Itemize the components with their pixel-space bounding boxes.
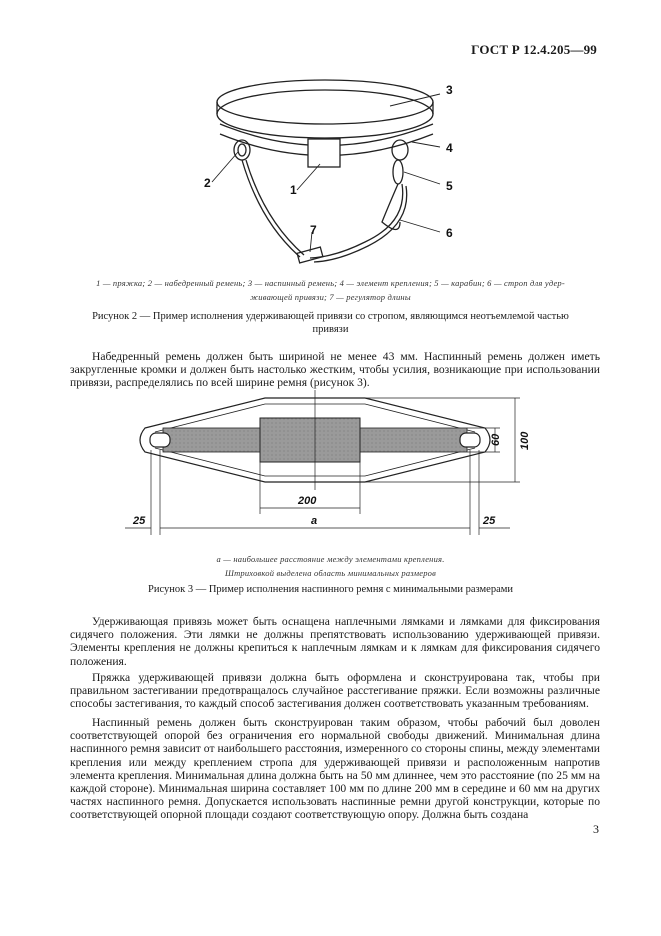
- callout-6: 6: [446, 226, 453, 240]
- figure-3-legend: [70, 552, 591, 580]
- paragraph-buckle: Пряжка удерживающей привязи должна быть оформлена и сконструирована так, чтобы при правильном застегивании предотвращалось случайное расстегивание пряжки. Если возможны различные способы застегивания, то каждый способ застегивания должен соответствовать указанным требованиям.: [70, 671, 600, 711]
- callout-4: 4: [446, 141, 453, 155]
- dimension-200: 200: [298, 495, 317, 507]
- paragraph-belt-width: Набедренный ремень должен быть шириной не менее 43 мм. Наспинный ремень должен иметь закругленные кромки и должен быть настолько жестким, чтобы усилия, возникающие при использовании привязи, распределялись по всей ширине ремня (рисунок 3).: [70, 350, 600, 390]
- figure-2-legend-line-1: 1 — пряжка; 2 — набедренный ремень; 3 — наспинный ремень; 4 — элемент крепления; 5 — карабин; 6 — строп для удер-: [96, 278, 565, 288]
- figure-2-harness-drawing: [150, 72, 510, 277]
- paragraph-back-belt: Наспинный ремень должен быть сконструирован таким образом, чтобы рабочий был доволен соответствующей опорой без ограничения его нормальной свободы движений. Минимальная длина наспинного ремня зависит от наибольшего расстояния, измеренного со стороны спины, между элементами крепления или между креплением стропа для удерживающей привязи и расположенным напротив элемента крепления. Минимальная длина должна быть на 50 мм длиннее, чем это расстояние (по 25 мм на каждой стороне). Минимальная ширина составляет 100 мм по длине 200 мм в середине и 60 мм на других частях наспинного ремня. Допускается использовать наспинные ремни другой конструкции, которые по соответствующей опорной площади создают соответствующую опору. Должна быть создана: [70, 716, 600, 822]
- dimension-25-left: 25: [133, 515, 146, 527]
- figure-2-caption-line-2: привязи: [312, 324, 349, 335]
- figure-2-caption: [70, 310, 591, 336]
- figure-3-caption: Рисунок 3 — Пример исполнения наспинного ремня с минимальными размерами: [148, 584, 513, 595]
- paragraph-shoulder-straps: Удерживающая привязь может быть оснащена наплечными лямками и лямками для фиксирования сидячего положения. Эти лямки не должны препятствовать использованию удерживающей привязи. Элементы крепления не должны крепиться к наплечным лямкам и к лямкам для фиксирования сидячего положения.: [70, 615, 600, 668]
- callout-5: 5: [446, 179, 453, 193]
- document-header: ГОСТ Р 12.4.205—99: [471, 42, 597, 57]
- callout-1: 1: [290, 183, 297, 197]
- figure-2-legend: [70, 276, 591, 304]
- dimension-60: 60: [490, 433, 502, 446]
- figure-3-back-belt-drawing: [115, 390, 535, 540]
- dimension-100: 100: [519, 431, 531, 450]
- callout-3: 3: [446, 83, 453, 97]
- figure-2-legend-line-2: живающей привязи; 7 — регулятор длины: [250, 292, 411, 302]
- figure-3-legend-line-1: a — наибольшее расстояние между элементами крепления.: [216, 554, 445, 564]
- callout-7: 7: [310, 223, 317, 237]
- figure-3-legend-line-2: Штриховкой выделена область минимальных размеров: [225, 568, 436, 578]
- dimension-25-right: 25: [483, 515, 496, 527]
- page-number: 3: [593, 822, 599, 836]
- dimension-a: a: [311, 515, 318, 527]
- figure-2-caption-line-1: Рисунок 2 — Пример исполнения удерживающей привязи со стропом, являющимся неотъемлемой частью: [92, 311, 569, 322]
- callout-2: 2: [204, 176, 211, 190]
